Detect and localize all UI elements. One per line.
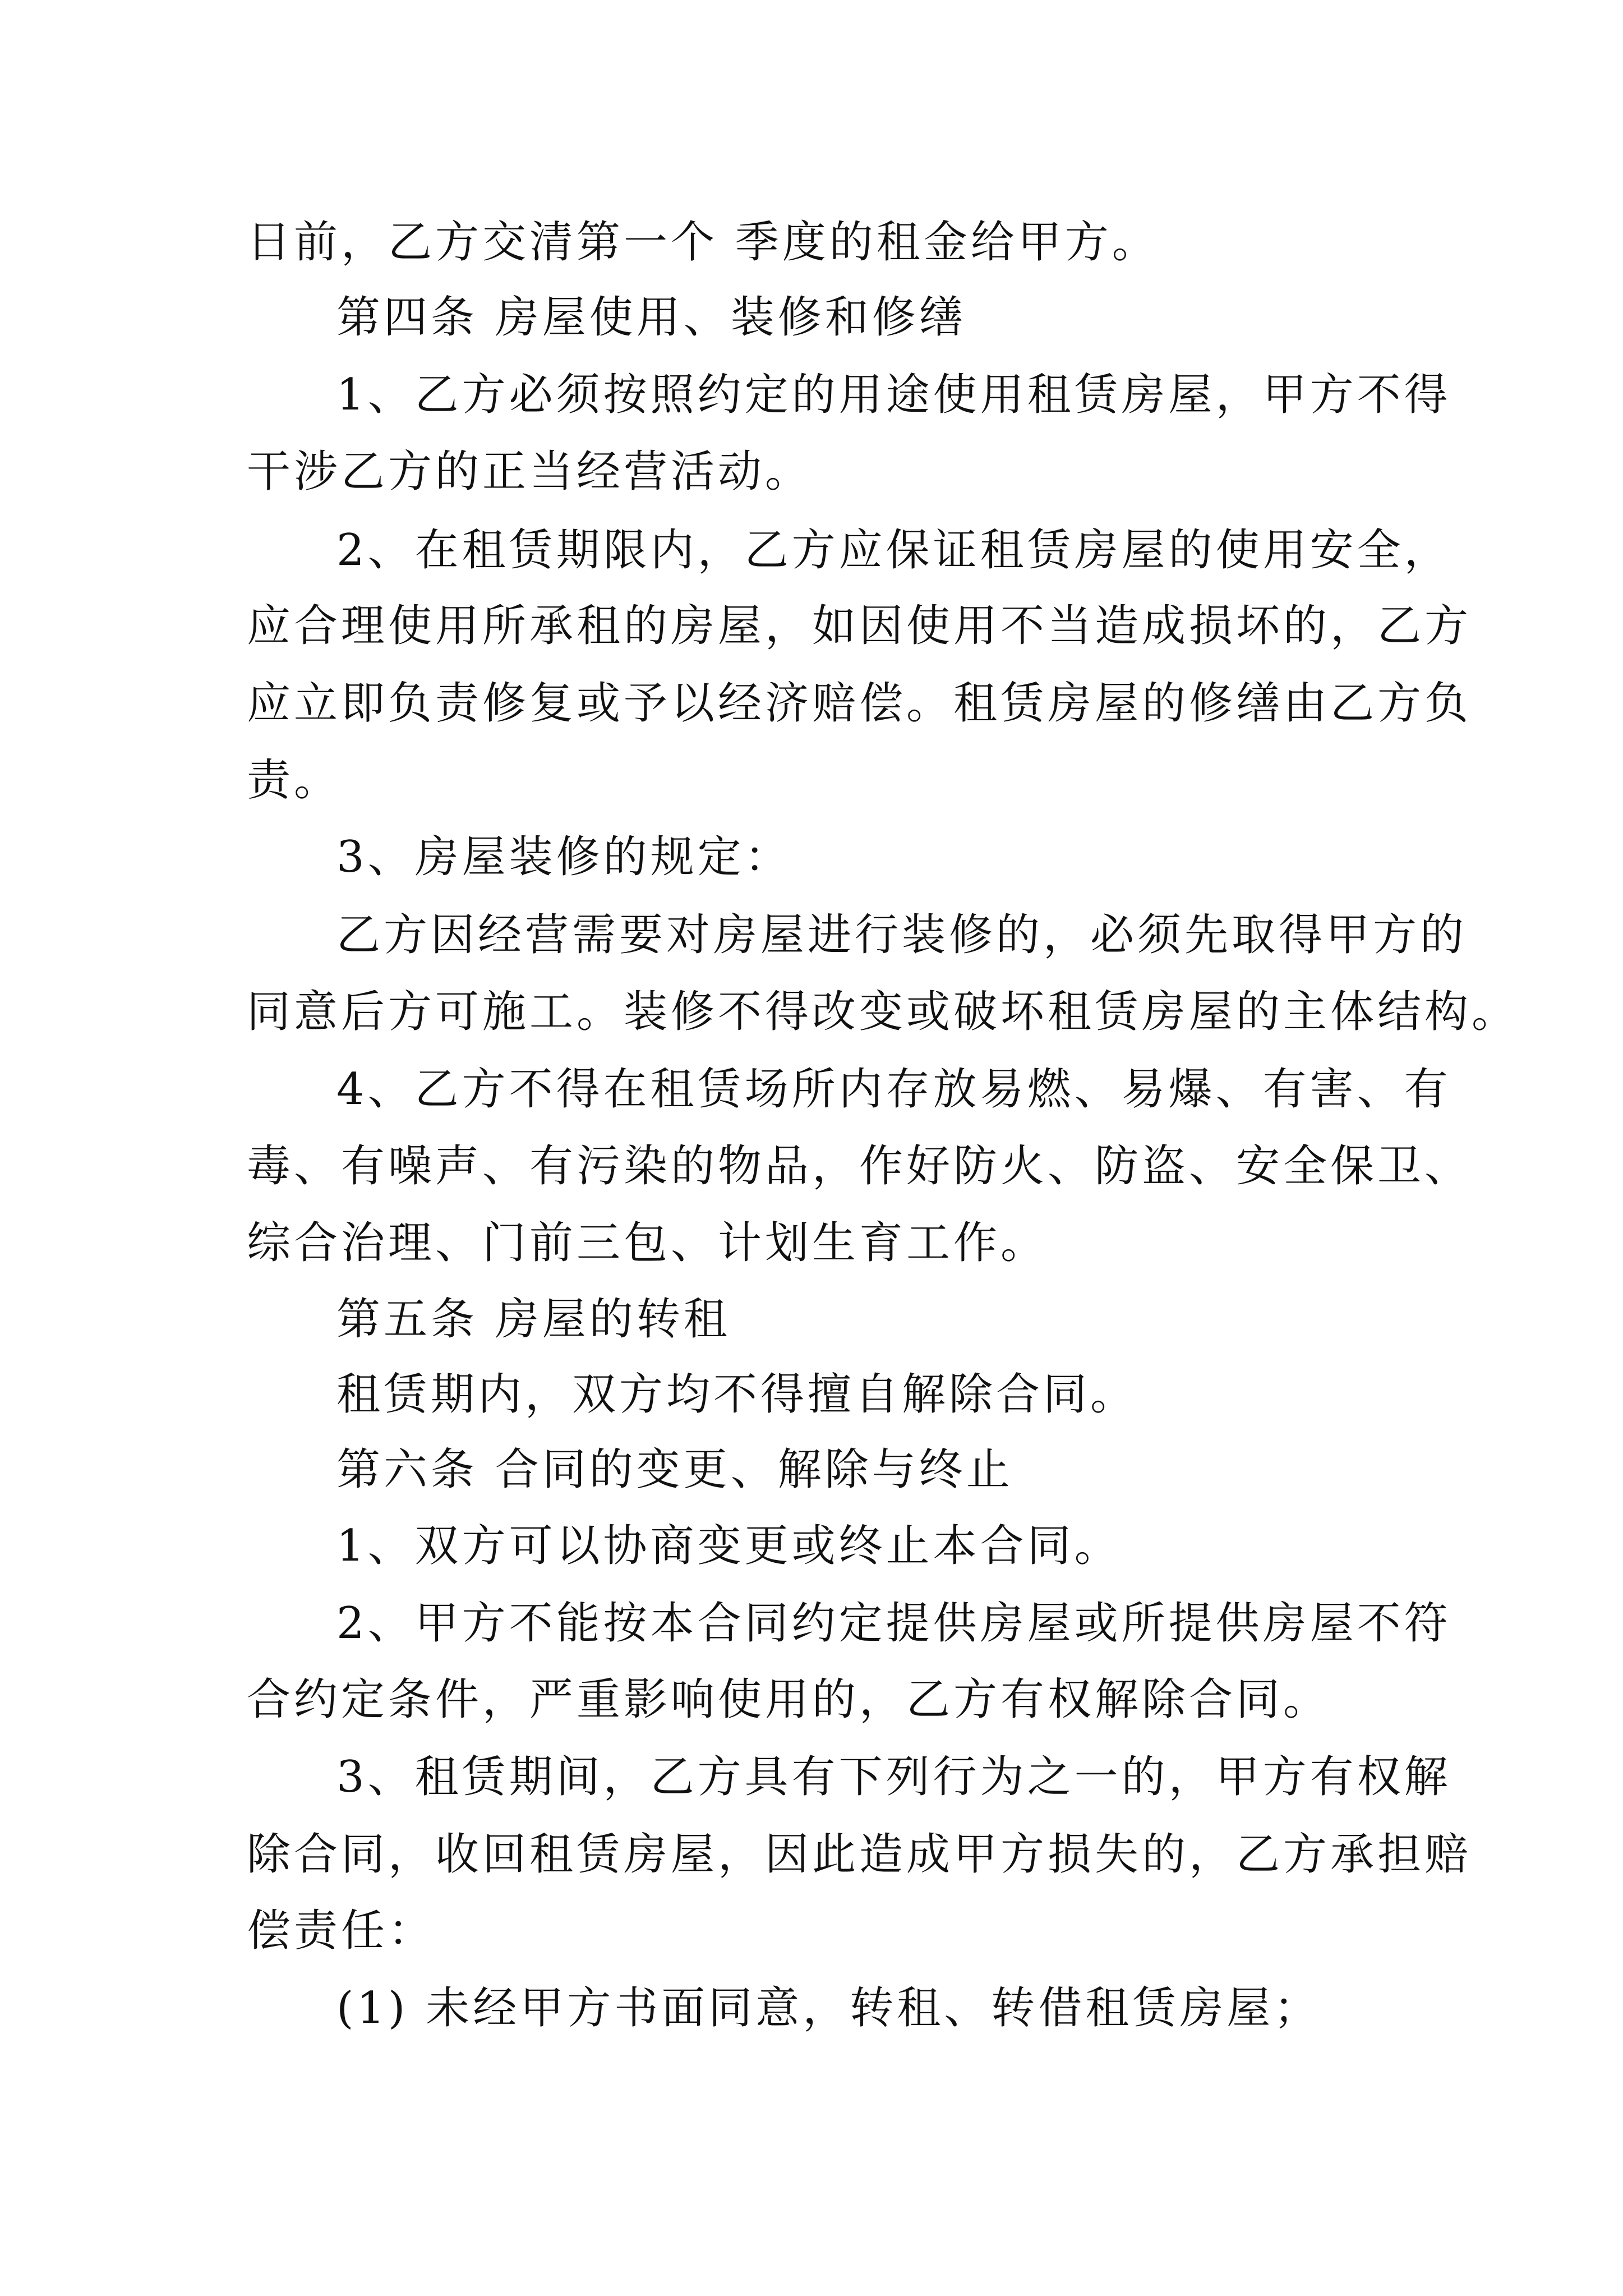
text-line: 乙方因经营需要对房屋进行装修的，必须先取得甲方的 (336, 910, 1468, 960)
text-line: 3、租赁期间，乙方具有下列行为之一的，甲方有权解 (336, 1752, 1451, 1802)
text-line: 干涉乙方的正当经营活动。 (247, 447, 813, 497)
text-line: 3、房屋装修的规定： (336, 832, 792, 882)
text-line: (1) 未经甲方书面同意，转租、转借租赁房屋； (336, 1983, 1321, 2033)
article-heading: 第四条 房屋使用、装修和修缮 (336, 292, 966, 343)
text-line: 2、在租赁期限内，乙方应保证租赁房屋的使用安全， (336, 525, 1451, 576)
text-line: 应立即负责修复或予以经济赔偿。租赁房屋的修缮由乙方负 (247, 678, 1472, 729)
text-line: 应合理使用所承租的房屋，如因使用不当造成损坏的，乙方 (247, 601, 1472, 651)
article-heading: 第五条 房屋的转租 (336, 1294, 731, 1345)
text-line: 1、乙方必须按照约定的用途使用租赁房屋，甲方不得 (336, 370, 1451, 420)
text-line: 毒、有噪声、有污染的物品，作好防火、防盗、安全保卫、 (247, 1141, 1472, 1191)
text-line: 日前，乙方交清第一个 季度的租金给甲方。 (247, 217, 1159, 268)
text-line: 责。 (247, 755, 342, 806)
text-line: 2、甲方不能按本合同约定提供房屋或所提供房屋不符 (336, 1598, 1451, 1649)
text-line: 合约定条件，严重影响使用的，乙方有权解除合同。 (247, 1674, 1331, 1725)
text-line: 同意后方可施工。装修不得改变或破坏租赁房屋的主体结构。 (247, 987, 1519, 1037)
text-line: 偿责任： (247, 1906, 436, 1956)
text-line: 租赁期内，双方均不得擅自解除合同。 (336, 1369, 1138, 1420)
text-line: 4、乙方不得在租赁场所内存放易燃、易爆、有害、有 (336, 1064, 1451, 1115)
text-line: 除合同，收回租赁房屋，因此造成甲方损失的，乙方承担赔 (247, 1829, 1472, 1880)
text-line: 综合治理、门前三包、计划生育工作。 (247, 1218, 1048, 1268)
article-heading: 第六条 合同的变更、解除与终止 (336, 1444, 1013, 1495)
text-line: 1、双方可以协商变更或终止本合同。 (336, 1521, 1122, 1571)
